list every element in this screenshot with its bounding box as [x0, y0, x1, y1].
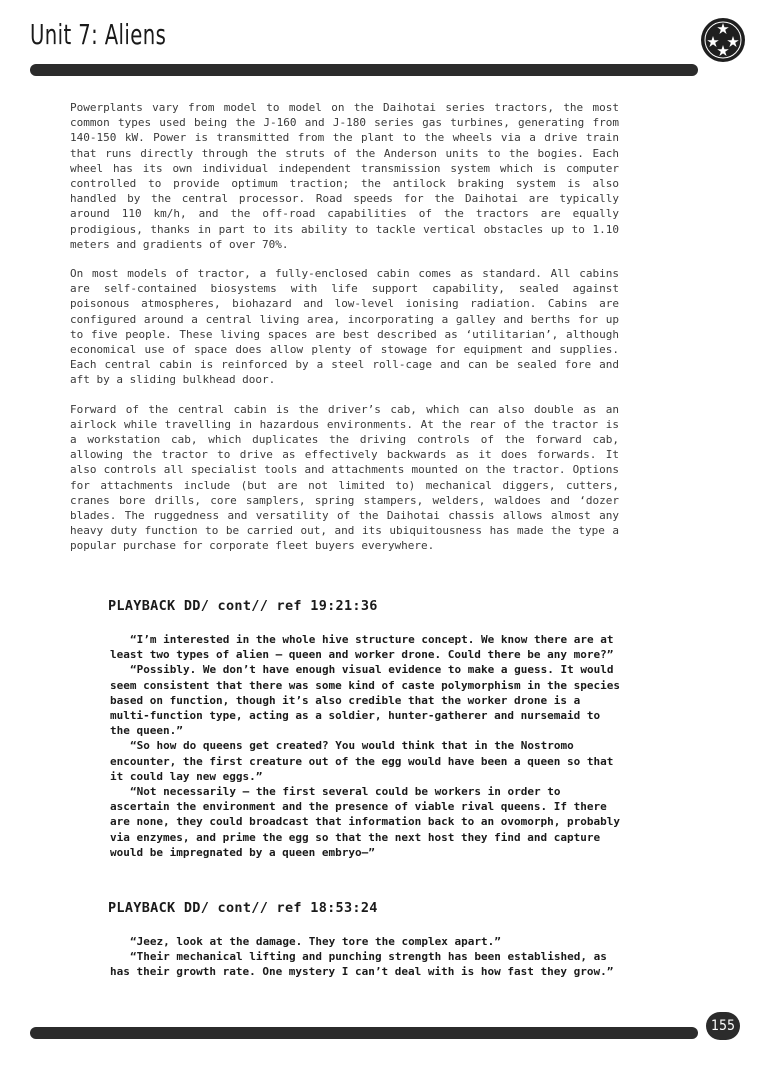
paragraph-driver-cab: Forward of the central cabin is the driver’s cab, which can also double as an airlock while travelling in hazardous environments. At the rear of the tractor is a workstation cab, which duplicates the driving controls of the forward cab, allowing the tractor to drive as effectively backwards as it does forwards. It also controls all specialist tools and attachments mounted on the tractor. Options for attachments include (but are not limited to) mechanical diggers, cutters, cranes bore drills, core samplers, spring stampers, welders, waldoes and ‘dozer blades. The ruggedness and versatility of the Daihotai chassis allows almost any heavy duty function to be carried out, and its ubiquitousness has made the type a popular purchase for corporate fleet buyers everywhere. — [70, 402, 619, 553]
dialogue-line: “Jeez, look at the damage. They tore the complex apart.” — [130, 935, 501, 948]
dialogue-line: “I’m interested in the whole hive structure concept. We know there are at least two types of alien – queen and worker drone. Could there be any more?” — [110, 633, 614, 662]
header-divider-bar — [30, 64, 698, 76]
dialogue-line: “Not necessarily – the first several could be workers in order to ascertain the environment and the presence of viable rival queens. If there are none, they could broadcast that information back to an ovomorph, probably via enzymes, and prime the egg so that the next host they find and capture would be impregnated by a queen embryo–” — [110, 785, 620, 859]
page-number: 155 — [706, 1012, 740, 1040]
paragraph-powerplants: Powerplants vary from model to model on the Daihotai series tractors, the most common types used being the J-160 and J-180 series gas turbines, generating from 140-150 kW. Power is transmitted from the plant to the wheels via a drive train that runs directly through the struts of the Anderson units to the bogies. Each wheel has its own individual independent transmission system which is computer controlled to provide optimum traction; the antilock braking system is also handled by the central processor. Road speeds for the Daihotai are typically around 110 km/h, and the off-road capabilities of the tractors are equally prodigious, thanks in part to its ability to tackle vertical obstacles up to 1.10 meters and gradients of over 70%. — [70, 101, 619, 251]
four-star-emblem-icon — [701, 18, 745, 62]
playback-transcript-1 — [108, 598, 620, 860]
article-body — [70, 100, 619, 568]
playback-dialogue — [108, 934, 620, 980]
dialogue-line: “So how do queens get created? You would think that in the Nostromo encounter, the first creature out of the egg would have been a queen so that it could lay new eggs.” — [110, 739, 614, 783]
playback-heading: PLAYBACK DD/ cont// ref 18:53:24 — [108, 900, 378, 916]
playback-heading: PLAYBACK DD/ cont// ref 19:21:36 — [108, 598, 378, 614]
paragraph-cabins: On most models of tractor, a fully-enclosed cabin comes as standard. All cabins are self-contained biosystems with life support capability, sealed against poisonous atmospheres, biohazard and low-level ionising radiation. Cabins are configured around a central living area, incorporating a galley and berths for up to five people. These living spaces are best described as ‘utilitarian’, although economical use of space does allow plenty of stowage for equipment and supplies. Each central cabin is reinforced by a steel roll-cage and can be sealed fore and aft by a sliding bulkhead door. — [70, 267, 619, 387]
footer-divider-bar — [30, 1027, 698, 1039]
playback-transcript-2 — [108, 900, 620, 980]
dialogue-line: “Possibly. We don’t have enough visual evidence to make a guess. It would seem consistent that there was some kind of caste polymorphism in the species based on function, though it’s also credible that the worker drone is a multi-function type, acting as a soldier, hunter-gatherer and nursemaid to the queen.” — [110, 663, 620, 738]
dialogue-line: “Their mechanical lifting and punching strength has been established, as has their growth rate. One mystery I can’t deal with is how fast they grow.” — [110, 950, 614, 979]
playback-dialogue — [108, 632, 620, 860]
unit-title: Unit 7: Aliens — [30, 18, 167, 51]
